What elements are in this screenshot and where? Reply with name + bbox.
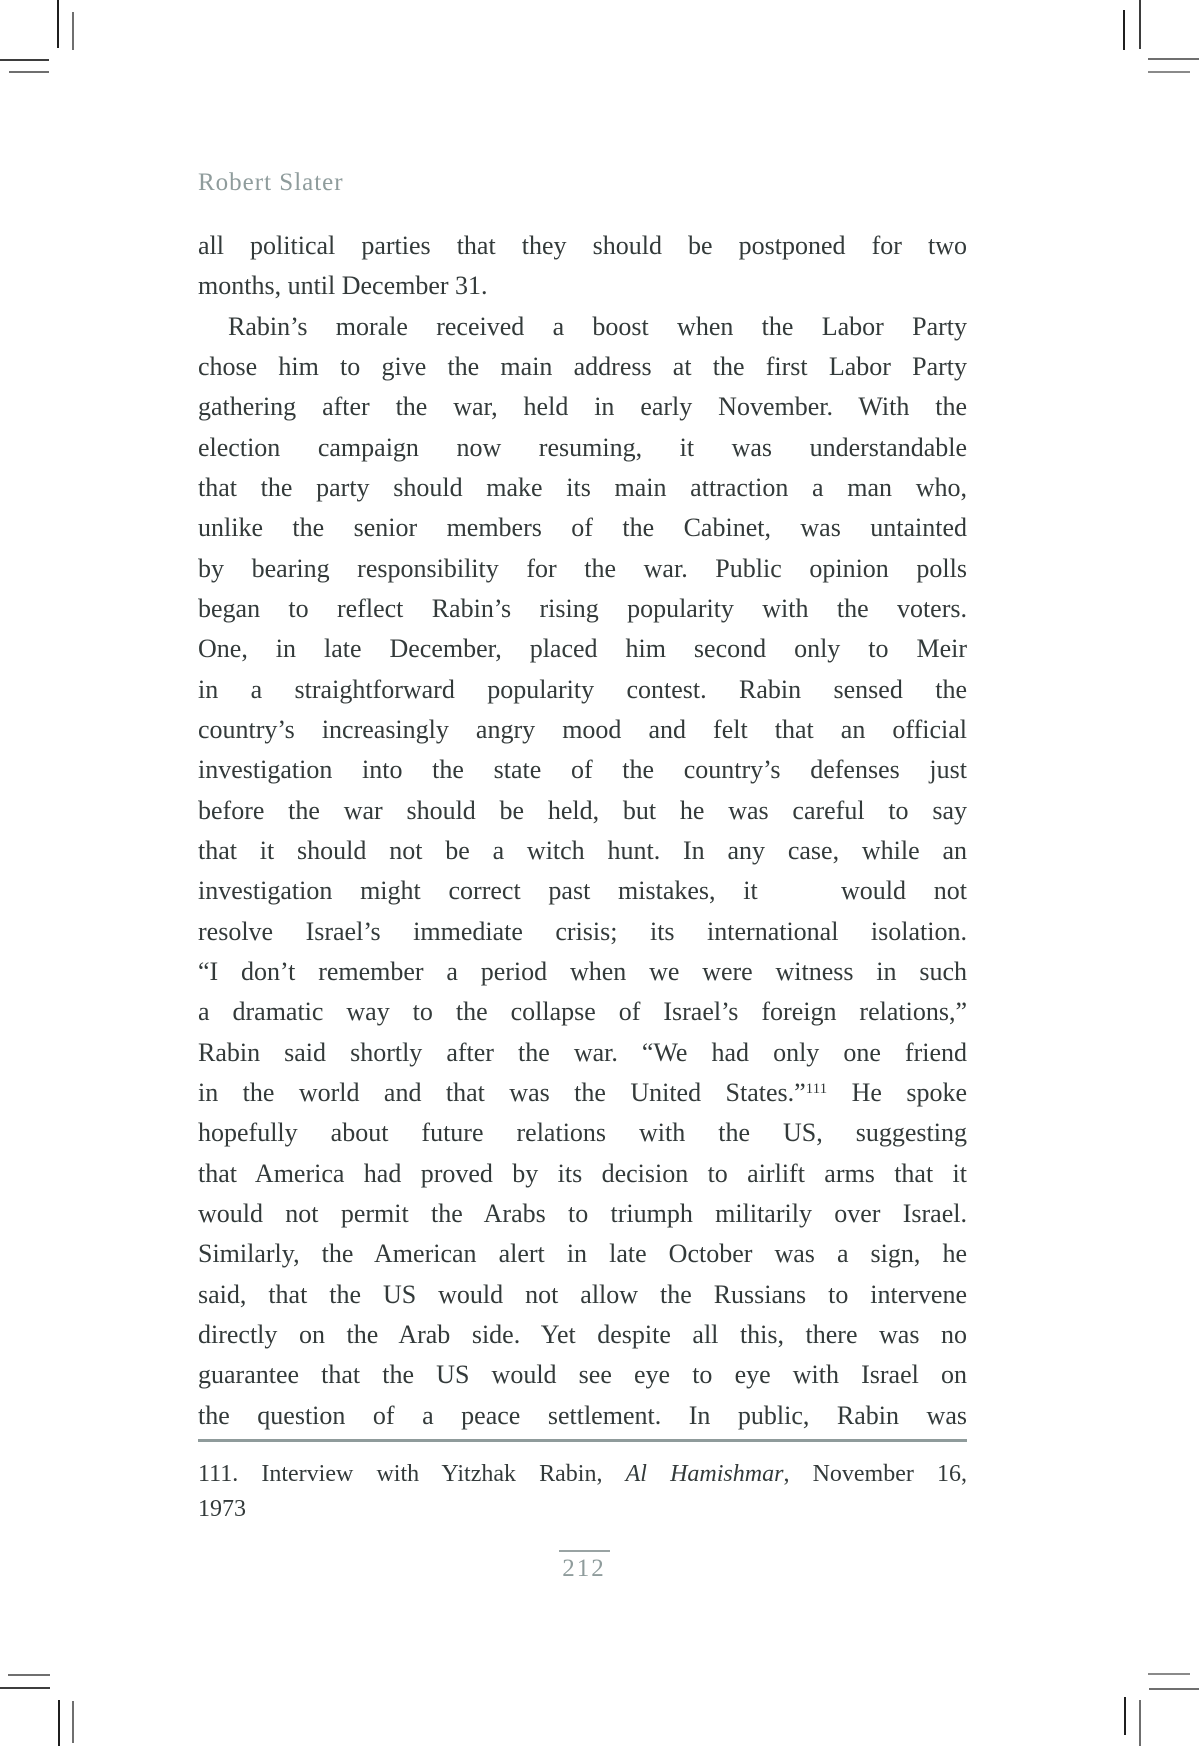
text-segment: Similarly, the American alert in late October was a sign, he	[198, 1239, 967, 1269]
crop-mark-top-right-horizontal-1	[1148, 58, 1199, 60]
footnote-separator-rule	[198, 1439, 967, 1442]
text-segment: “I don’t remember a period when we were witness in such	[198, 956, 967, 986]
text-segment: that the party should make its main attraction a man who,	[198, 472, 967, 502]
text-line	[198, 1033, 967, 1073]
page-number-rule	[559, 1550, 610, 1552]
crop-mark-bottom-right-vertical-1	[1124, 1697, 1126, 1735]
text-segment: country’s increasingly angry mood and felt that an official	[198, 714, 967, 744]
crop-mark-top-left-vertical-2	[72, 12, 74, 50]
page-number: 212	[562, 1555, 606, 1582]
text-segment: election campaign now resuming, it was understandable	[198, 432, 967, 462]
text-segment: that it should not be a witch hunt. In any case, while an	[198, 835, 967, 865]
text-segment: guarantee that the US would see eye to eye with Israel on	[198, 1360, 967, 1390]
text-line	[198, 1355, 967, 1395]
text-segment: gathering after the war, held in early November. With the	[198, 392, 967, 422]
text-line	[198, 1234, 967, 1274]
text-segment: months, until December 31.	[198, 271, 488, 301]
text-line	[198, 831, 967, 871]
text-segment: said, that the US would not allow the Russians to intervene	[198, 1279, 967, 1309]
text-segment: investigation might correct past mistakes, it would not	[198, 876, 967, 906]
running-header-author: Robert Slater	[198, 169, 344, 196]
text-line	[198, 1194, 967, 1234]
text-line	[198, 307, 967, 347]
crop-mark-top-right-vertical-2	[1139, 0, 1141, 49]
body-text	[198, 226, 967, 1436]
crop-mark-top-left-horizontal-2	[9, 71, 49, 73]
crop-mark-top-left-vertical-1	[57, 0, 59, 48]
text-line	[198, 710, 967, 750]
footnote	[198, 1457, 967, 1527]
text-line	[198, 549, 967, 589]
text-line	[198, 1113, 967, 1153]
text-line	[198, 1457, 967, 1492]
text-segment: hopefully about future relations with the US, suggesting	[198, 1118, 967, 1148]
crop-mark-bottom-right-horizontal-2	[1149, 1688, 1199, 1690]
text-segment: directly on the Arab side. Yet despite all this, there was no	[198, 1319, 967, 1349]
text-segment: Rabin’s morale received a boost when the Labor Party	[228, 311, 967, 341]
crop-mark-top-right-vertical-1	[1123, 10, 1125, 50]
text-line	[198, 589, 967, 629]
text-segment: He spoke	[827, 1077, 967, 1107]
text-segment: that America had proved by its decision to airlift arms that it	[198, 1158, 967, 1188]
crop-mark-bottom-left-horizontal-1	[8, 1674, 50, 1676]
footnote-reference-superscript: 111	[805, 1081, 828, 1098]
text-segment: the question of a peace settlement. In public, Rabin was	[198, 1400, 967, 1430]
text-line	[198, 629, 967, 669]
text-line	[198, 1315, 967, 1355]
crop-mark-bottom-right-horizontal-1	[1148, 1673, 1190, 1675]
crop-mark-top-left-horizontal-1	[0, 59, 49, 61]
text-segment: would not permit the Arabs to triumph militarily over Israel.	[198, 1198, 967, 1228]
text-line	[198, 1492, 967, 1527]
text-segment: in a straightforward popularity contest. Rabin sensed the	[198, 674, 967, 704]
text-line	[198, 791, 967, 831]
text-line	[198, 912, 967, 952]
text-segment: chose him to give the main address at the first Labor Party	[198, 351, 967, 381]
text-line	[198, 871, 967, 911]
text-segment: investigation into the state of the country’s defenses just	[198, 755, 967, 785]
text-line	[198, 750, 967, 790]
text-line	[198, 387, 967, 427]
text-segment: Rabin said shortly after the war. “We had only one friend	[198, 1037, 967, 1067]
crop-mark-bottom-left-horizontal-2	[0, 1687, 50, 1689]
text-line	[198, 468, 967, 508]
text-line	[198, 266, 967, 306]
crop-mark-bottom-left-vertical-1	[58, 1700, 60, 1746]
text-line	[198, 508, 967, 548]
text-line	[198, 952, 967, 992]
text-segment: , November 16,	[783, 1461, 967, 1487]
text-line	[198, 347, 967, 387]
text-segment: began to reflect Rabin’s rising popularity with the voters.	[198, 593, 967, 623]
text-line	[198, 1396, 967, 1436]
crop-mark-bottom-left-vertical-2	[72, 1701, 74, 1743]
text-segment: 111. Interview with Yitzhak Rabin,	[198, 1461, 626, 1487]
text-segment: all political parties that they should be postponed for two	[198, 231, 967, 260]
text-segment: 1973	[198, 1496, 246, 1522]
crop-mark-top-right-horizontal-2	[1148, 71, 1190, 73]
text-segment: in the world and that was the United States.”	[198, 1077, 806, 1107]
text-line	[198, 670, 967, 710]
text-line	[198, 1154, 967, 1194]
text-segment: Al Hamishmar	[625, 1461, 784, 1487]
text-line	[198, 992, 967, 1032]
text-line	[198, 226, 967, 266]
text-segment: unlike the senior members of the Cabinet, was untainted	[198, 513, 967, 543]
text-segment: One, in late December, placed him second only to Meir	[198, 634, 967, 664]
text-line	[198, 1073, 967, 1113]
crop-mark-bottom-right-vertical-2	[1139, 1700, 1141, 1746]
text-segment: a dramatic way to the collapse of Israel’s foreign relations,”	[198, 997, 967, 1027]
text-segment: before the war should be held, but he was careful to say	[198, 795, 967, 825]
text-segment: resolve Israel’s immediate crisis; its international isolation.	[198, 916, 967, 946]
text-line	[198, 1275, 967, 1315]
text-line	[198, 428, 967, 468]
text-segment: by bearing responsibility for the war. Public opinion polls	[198, 553, 967, 583]
